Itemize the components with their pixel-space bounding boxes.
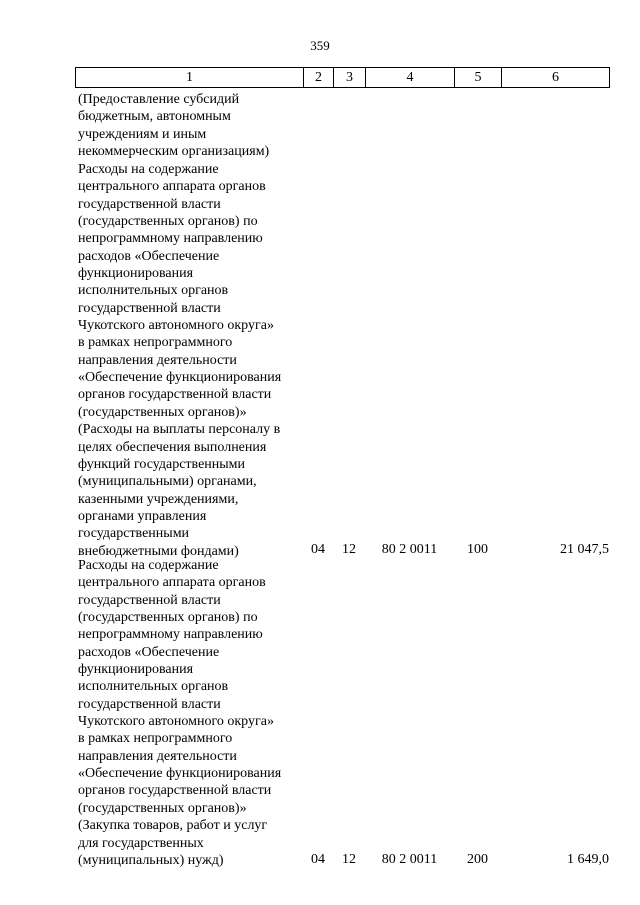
row-subsection-code: 12 (342, 542, 356, 557)
row-amount: 1 649,0 (567, 852, 609, 867)
row-amount: 21 047,5 (560, 542, 609, 557)
row-description: (Предоставление субсидий бюджетным, автономным учреждениям и иным некоммерческим организациям) (78, 92, 270, 160)
row-target-article: 80 2 0011 (381, 852, 438, 867)
row-section-code: 04 (311, 542, 325, 557)
row-description: Расходы на содержание центрального аппарата органов государственной власти (государственных органов) по непрограммному направлению расходов «Обеспечение функционирования исполнительных органов государственной власти Чукотского автономного округа» в рамках непрограммного направления деятельности «Обеспечение функционирования органов государственной власти (государственных органов)» (Закупка товаров, работ и услуг для государственных (муниципальных) нужд) (78, 558, 282, 868)
column-header-1: 1 (76, 68, 304, 88)
row-target-article: 80 2 0011 (381, 542, 438, 557)
column-header-6: 6 (502, 68, 610, 88)
page-number: 359 (310, 38, 330, 53)
row-description: Расходы на содержание центрального аппарата органов государственной власти (государственных органов) по непрограммному направлению расходов «Обеспечение функционирования исполнительных органов государственной власти Чукотского автономного округа» в рамках непрограммного направления деятельности «Обеспечение функционирования органов государственной власти (государственных органов)» (Расходы на выплаты персоналу в целях обеспечения выполнения функций государственными (муниципальными) органами, казенными учреждениями, органами управления государственными внебюджетными фондами) (78, 162, 282, 559)
row-section-code: 04 (311, 852, 325, 867)
row-expense-type: 200 (467, 852, 488, 867)
row-expense-type: 100 (467, 542, 488, 557)
column-header-3: 3 (334, 68, 366, 88)
column-header-2: 2 (304, 68, 334, 88)
column-header-5: 5 (455, 68, 502, 88)
table-header (75, 67, 610, 88)
column-header-4: 4 (366, 68, 455, 88)
row-subsection-code: 12 (342, 852, 356, 867)
